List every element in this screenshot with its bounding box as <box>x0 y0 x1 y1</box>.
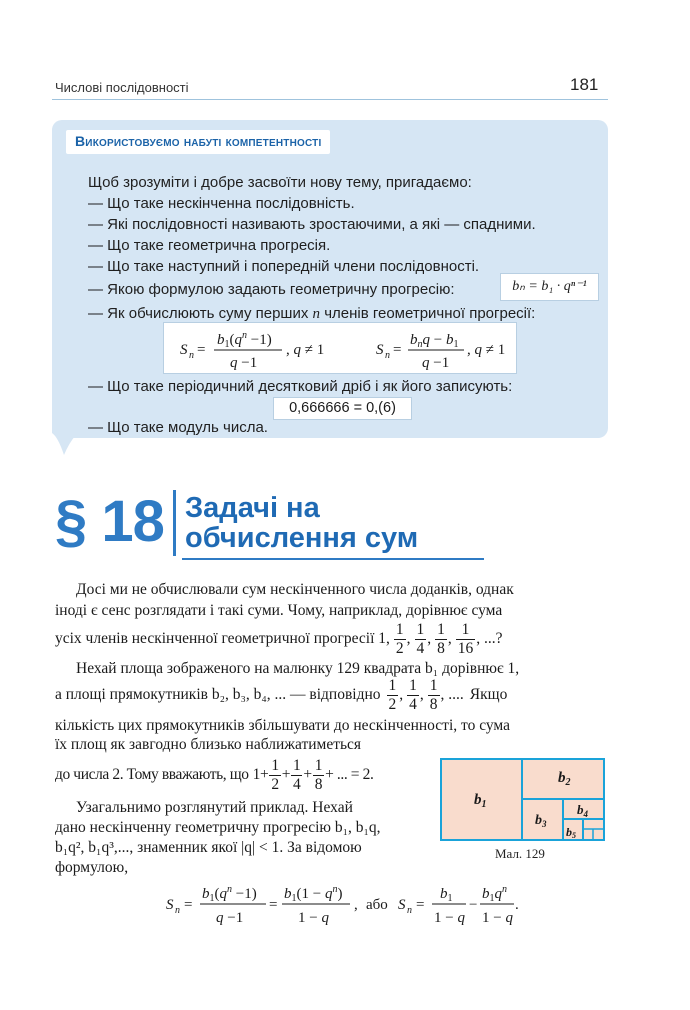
svg-text:.: . <box>515 897 519 913</box>
svg-text:1 − q: 1 − q <box>434 910 465 926</box>
paragraph-2-line-5: до числа 2. Тому вважають, що 1+ $\frac{1}{2}$ + $\frac{1}{4}$ + $\frac{1}{8}$ + ... = 2. <box>55 757 374 793</box>
fraction-1-16: $\frac{1}{16}$ <box>457 621 474 657</box>
svg-text:n: n <box>407 905 412 916</box>
label-b3: $b_3$ <box>535 813 547 829</box>
svg-text:q −1: q −1 <box>216 910 244 926</box>
label-b5: b5 <box>566 825 576 840</box>
paragraph-2-line-4: їх площ як завгодно близько наближатиметься <box>55 736 362 753</box>
paragraph-1-line-2: іноді є сенс розглядати і такі суми. Чому, наприклад, дорівнює сума <box>55 602 503 619</box>
svg-text:1 − q: 1 − q <box>482 910 513 926</box>
geometric-term-formula: bₙ = b₁ · qⁿ⁻¹ <box>500 273 599 301</box>
figure-129-squares <box>440 758 605 841</box>
fraction-1-2-b: $\frac{1}{2}$ <box>388 677 397 713</box>
paragraph-2-line-2-text: а площі прямокутників b₂, b₃, b₄, ... — відповідно <box>55 686 381 703</box>
svg-text:,: , <box>354 897 358 913</box>
svg-text:=: = <box>197 342 206 358</box>
svg-text:q −1: q −1 <box>230 355 258 371</box>
q6-suffix: членів геометричної прогресії: <box>324 305 536 322</box>
box-question-4: — Що таке наступний і попередній члени послідовності. <box>88 258 480 275</box>
page-number: 181 <box>570 75 599 94</box>
svg-text:n: n <box>175 905 180 916</box>
box-question-7: — Що таке періодичний десятковий дріб і як його записують: <box>88 378 513 395</box>
or-word: або <box>366 897 388 913</box>
box-question-8: — Що таке модуль числа. <box>88 419 268 436</box>
label-b2: $b_2$ <box>558 770 571 788</box>
svg-text:S: S <box>398 897 406 913</box>
paragraph-2-line-1: Нехай площа зображеного на малюнку 129 квадрата b₁ дорівнює 1, <box>76 660 520 677</box>
svg-text:−: − <box>469 897 478 913</box>
label-b1: $b_1$ <box>474 792 487 810</box>
paragraph-2-line-2-end: Якщо <box>469 686 508 703</box>
svg-text:=: = <box>416 897 425 913</box>
svg-text:, q ≠ 1: , q ≠ 1 <box>286 342 325 358</box>
paragraph-1-line-3: усіх членів нескінченної геометричної прогресії 1, $\frac{1}{2}$ , $\frac{1}{4}$ , $\frac{1}{8}$ , $\frac{1}{16}$ , ...? <box>55 621 503 657</box>
svg-text:b1: $b_1$ <box>440 886 453 904</box>
paragraph-2-line-3: кількість цих прямокутників збільшувати до нескінченності, то сума <box>55 717 511 734</box>
svg-text:S: S <box>166 897 174 913</box>
periodic-decimal-example: 0,666666 = 0,(6) <box>273 397 412 420</box>
paragraph-1-line-3-text: усіх членів нескінченної геометричної прогресії 1, <box>55 630 390 647</box>
fraction-1-4-b: $\frac{1}{4}$ <box>409 677 417 713</box>
sum-fraction-1-8: $\frac{1}{8}$ <box>314 757 323 793</box>
svg-text:n: n <box>385 350 390 361</box>
label-b4: $b_4$ <box>577 802 588 819</box>
svg-text:b1(qn −1): $b_1(q^n -1)$ <box>217 330 272 350</box>
box-question-1: — Що таке нескінченна послідовність. <box>88 195 355 212</box>
header-divider <box>52 99 608 100</box>
section-title-line-2: обчислення сум <box>185 522 419 554</box>
paragraph-3-line-4: формулою, <box>55 859 129 876</box>
infinite-sum-formula <box>160 877 520 929</box>
svg-text:=: = <box>269 897 278 913</box>
q6-prefix: — Як обчислюють суму перших <box>88 305 309 322</box>
fraction-1-8: $\frac{1}{8}$ <box>437 621 445 657</box>
section-title-underline <box>182 558 484 560</box>
running-header-title: Числові послідовності <box>55 80 189 95</box>
section-title-line-1: Задачі на <box>185 492 320 524</box>
svg-text:, q ≠ 1: , q ≠ 1 <box>467 342 506 358</box>
competence-box-title-label <box>66 130 330 154</box>
sum-formulas-box <box>163 322 517 374</box>
box-question-3: — Що таке геометрична прогресія. <box>88 237 331 254</box>
paragraph-3-line-1: Узагальнимо розглянутий приклад. Нехай <box>76 799 353 816</box>
sum-formulas-graphic <box>164 323 516 373</box>
fraction-1-4: $\frac{1}{4}$ <box>416 621 425 657</box>
box-question-6 <box>88 305 535 323</box>
svg-text:q −1: q −1 <box>422 355 450 371</box>
sum-fraction-1-2: $\frac{1}{2}$ <box>271 757 279 793</box>
svg-text:bnq − b1: $b_nq - b_1$ <box>410 332 459 350</box>
svg-text:=: = <box>393 342 402 358</box>
competence-box-title: Використовуємо набуті компетентності <box>75 133 322 149</box>
section-number: § 18 <box>55 489 164 554</box>
fraction-1-8-b: $\frac{1}{8}$ <box>429 677 438 713</box>
section-title <box>185 493 418 553</box>
svg-text:S: S <box>180 342 188 358</box>
figure-caption: Мал. 129 <box>495 846 545 861</box>
svg-text:=: = <box>184 897 193 913</box>
svg-text:n: n <box>189 350 194 361</box>
box-question-5: — Якою формулою задають геометричну прогресію: <box>88 281 455 298</box>
paragraph-1-line-1: Досі ми не обчислювали сум нескінченного числа доданків, однак <box>76 581 514 598</box>
section-divider-bar <box>173 490 176 556</box>
paragraph-3-line-3: b₁q², b₁q³,..., знаменник якої |q| < 1. За відомою <box>55 839 362 856</box>
q6-variable: n <box>312 306 321 322</box>
paragraph-3-line-2: дано нескінченну геометричну прогресію b₁, b₁q, <box>55 819 381 836</box>
sum-fraction-1-4: $\frac{1}{4}$ <box>293 757 301 793</box>
svg-text:b1(1 − qn): $b_1(1 - q^n)$ <box>284 884 343 904</box>
svg-text:S: S <box>376 342 384 358</box>
svg-text:1 − q: 1 − q <box>298 910 329 926</box>
paragraph-2-line-5-text: до числа 2. Тому вважають, що <box>55 766 249 783</box>
svg-text:b1(qn −1): $b_1(q^n -1)$ <box>202 884 257 904</box>
fraction-1-2: $\frac{1}{2}$ <box>395 621 404 657</box>
box-question-2: — Які послідовності називають зростаючими, а які — спадними. <box>88 216 536 233</box>
paragraph-2-line-2: а площі прямокутників b₂, b₃, b₄, ... — відповідно $\frac{1}{2}$ , $\frac{1}{4}$ , $\frac{1}{8}$ , .... Якщо <box>55 677 508 713</box>
svg-text:b1qn: $b_1q^n$ <box>482 884 507 904</box>
box-intro: Щоб зрозуміти і добре засвоїти нову тему, пригадаємо: <box>88 174 472 191</box>
